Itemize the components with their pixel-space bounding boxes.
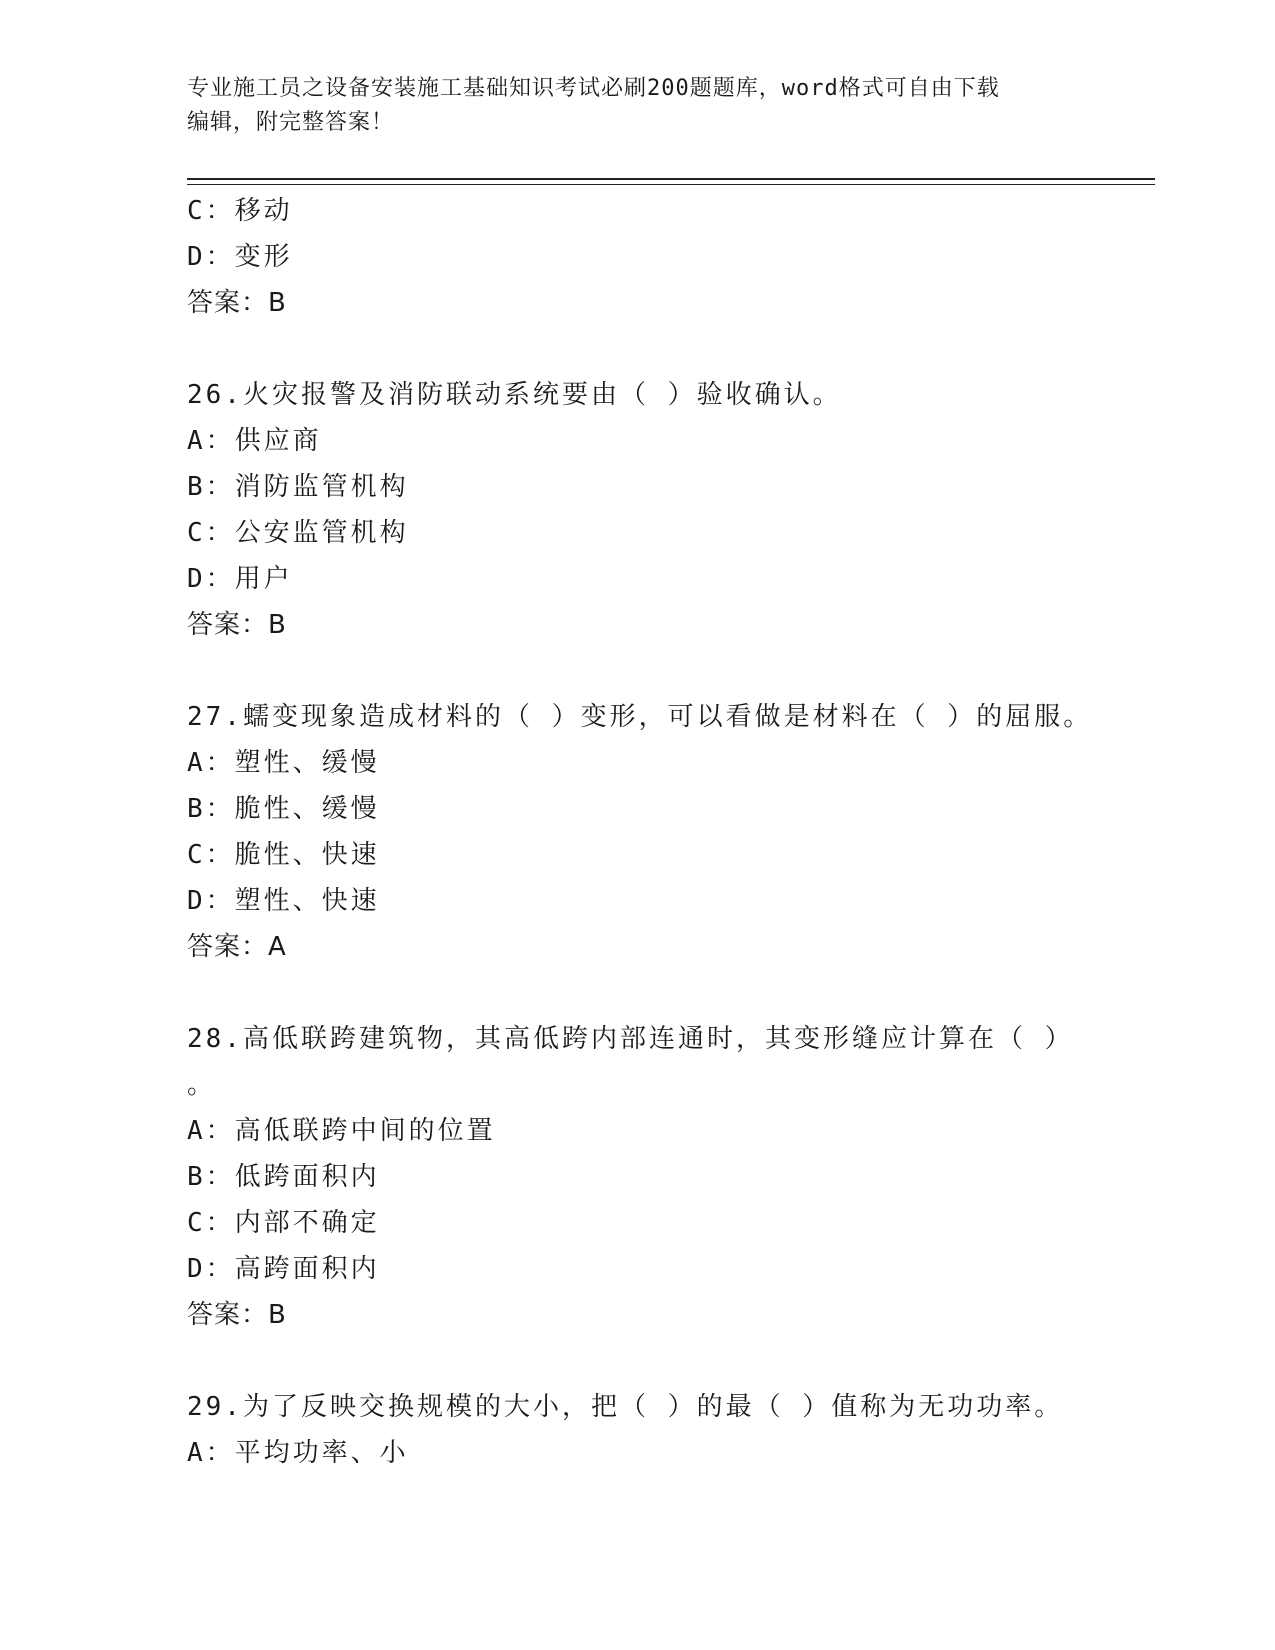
question-stem: 28.高低联跨建筑物，其高低跨内部连通时，其变形缝应计算在（ ）	[187, 1024, 1074, 1054]
question-stem-continuation: 。	[187, 1070, 214, 1100]
option-b: B：消防监管机构	[187, 472, 409, 502]
option-c: C：内部不确定	[187, 1208, 380, 1238]
question-stem: 29.为了反映交换规模的大小，把（ ）的最（ ）值称为无功功率。	[187, 1392, 1064, 1422]
option-d: D：塑性、快速	[187, 886, 380, 916]
question-list	[187, 188, 1093, 1476]
option-d: D：高跨面积内	[187, 1254, 380, 1284]
answer-line: 答案：B	[187, 610, 287, 640]
option-a: A：塑性、缓慢	[187, 748, 380, 778]
header-line-2: 编辑，附完整答案！	[187, 110, 395, 135]
question-29	[187, 1384, 1087, 1476]
question-stem: 27.蠕变现象造成材料的（ ）变形，可以看做是材料在（ ）的屈服。	[187, 702, 1093, 732]
carryover-block	[187, 188, 1087, 326]
option-d: D：变形	[187, 242, 293, 272]
spacer	[187, 648, 1087, 694]
spacer	[187, 326, 1087, 372]
answer-line: 答案：A	[187, 932, 287, 962]
option-c: C：移动	[187, 196, 293, 226]
option-c: C：脆性、快速	[187, 840, 380, 870]
option-a: A：平均功率、小	[187, 1438, 409, 1468]
question-stem: 26.火灾报警及消防联动系统要由（ ）验收确认。	[187, 380, 842, 410]
header-line-1: 专业施工员之设备安装施工基础知识考试必刷200题题库，word格式可自由下载	[187, 76, 1000, 101]
question-27	[187, 694, 1093, 970]
question-28	[187, 1016, 1087, 1338]
header-divider-thin	[187, 184, 1155, 185]
option-a: A：供应商	[187, 426, 322, 456]
spacer	[187, 970, 1087, 1016]
document-header	[187, 72, 1087, 140]
header-divider-thick	[187, 178, 1155, 180]
question-26	[187, 372, 1087, 648]
option-c: C：公安监管机构	[187, 518, 409, 548]
option-d: D：用户	[187, 564, 293, 594]
spacer	[187, 1338, 1087, 1384]
option-b: B：低跨面积内	[187, 1162, 380, 1192]
answer-line: 答案：B	[187, 288, 287, 318]
option-b: B：脆性、缓慢	[187, 794, 380, 824]
option-a: A：高低联跨中间的位置	[187, 1116, 496, 1146]
answer-line: 答案：B	[187, 1300, 287, 1330]
